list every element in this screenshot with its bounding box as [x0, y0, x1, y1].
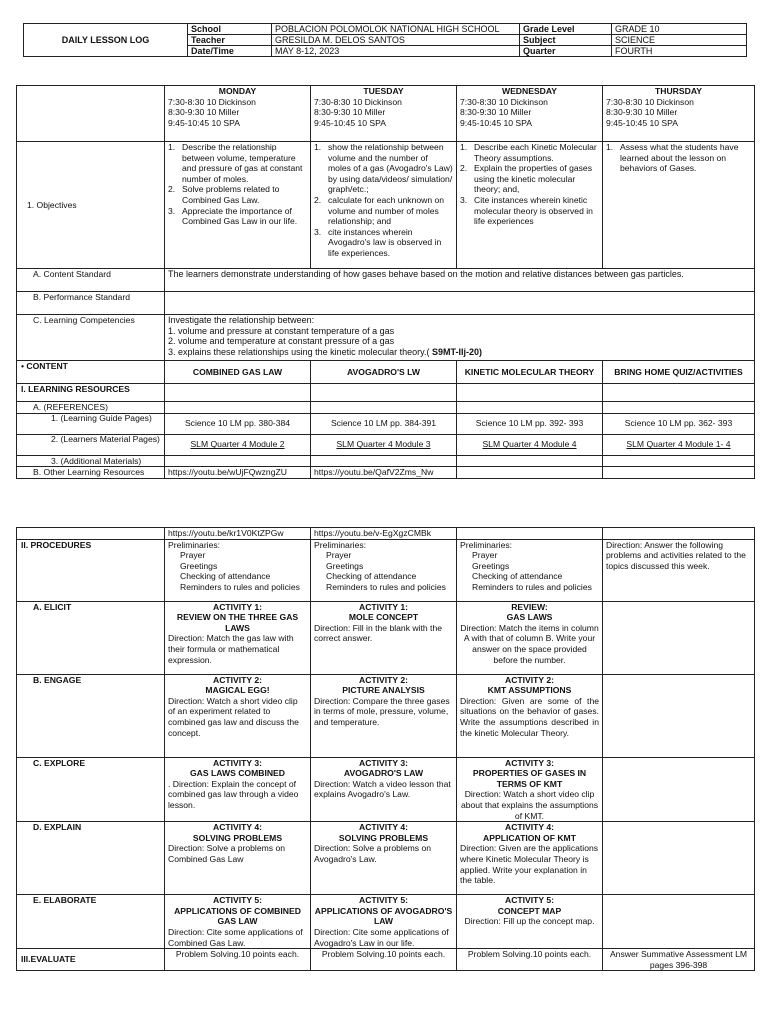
- days-row: [17, 86, 755, 142]
- day-wednesday: WEDNESDAY 7:30-8:30 10 Dickinson 8:30-9:30 10 Miller 9:45-10:45 10 SPA: [457, 86, 603, 142]
- engage-label: B. ENGAGE: [17, 674, 165, 757]
- grade-label: Grade Level: [520, 24, 612, 35]
- content-monday: COMBINED GAS LAW: [165, 361, 311, 384]
- material-thursday: SLM Quarter 4 Module 1- 4: [603, 434, 755, 455]
- content-standard-label: A. Content Standard: [17, 269, 165, 292]
- school-value: POBLACION POLOMOLOK NATIONAL HIGH SCHOOL: [272, 24, 520, 35]
- content-standard-text: The learners demonstrate understanding of how gases behave based on the motion and relative distances between gas particles.: [165, 269, 755, 292]
- competencies-text: Investigate the relationship between: 1. volume and pressure at constant temperature of a gas 2. volume and temperature at constant pressure of a gas 3. explains these relationships using the kinetic molecular theory.( S9MT-IIj-20): [165, 315, 755, 361]
- guide-monday: Science 10 LM pp. 380-384: [165, 413, 311, 434]
- performance-standard-text: [165, 292, 755, 315]
- engage-thursday: [603, 674, 755, 757]
- engage-wednesday: ACTIVITY 2: KMT ASSUMPTIONS Direction: Given are some of the situations on the behavior of gases. Write the assumptions described in the kinetic Molecular Theory.: [457, 674, 603, 757]
- elicit-row: [17, 601, 755, 674]
- grade-value: GRADE 10: [612, 24, 747, 35]
- additional-cell: [165, 455, 311, 467]
- engage-row: [17, 674, 755, 757]
- prelim-wednesday: Preliminaries: Prayer Greetings Checking of attendance Reminders to rules and policies: [457, 539, 603, 601]
- material-label: 2. (Learners Material Pages): [17, 434, 165, 455]
- content-tuesday: AVOGADRO'S LW: [311, 361, 457, 384]
- objectives-wednesday: 1. Describe each Kinetic Molecular Theory assumptions. 2. Explain the properties of gases using the kinetic molecular theory; and, 3. Cite instances wherein kinetic molecular theory is observed in life experiences: [457, 142, 603, 269]
- date-label: Date/Time: [188, 46, 272, 57]
- references-label: A. (REFERENCES): [17, 402, 165, 414]
- link-monday-2[interactable]: https://youtu.be/kr1V0KtZPGw: [165, 528, 311, 540]
- content-thursday: BRING HOME QUIZ/ACTIVITIES: [603, 361, 755, 384]
- references-cell: [311, 402, 457, 414]
- material-wednesday: SLM Quarter 4 Module 4: [457, 434, 603, 455]
- objectives-thursday: 1. Assess what the students have learned about the lesson on behaviors of Gases.: [603, 142, 755, 269]
- additional-cell: [603, 455, 755, 467]
- evaluate-row: [17, 949, 755, 971]
- guide-wednesday: Science 10 LM pp. 392- 393: [457, 413, 603, 434]
- elicit-tuesday: ACTIVITY 1: MOLE CONCEPT Direction: Fill in the blank with the correct answer.: [311, 601, 457, 674]
- elaborate-label: E. ELABORATE: [17, 895, 165, 949]
- explain-row: [17, 822, 755, 895]
- engage-monday: ACTIVITY 2: MAGICAL EGG! Direction: Watch a short video clip of an experiment related to combined gas law and discuss the concept.: [165, 674, 311, 757]
- objectives-row: [17, 142, 755, 269]
- other-link-tuesday[interactable]: https://youtu.be/QafV2Zms_Nw: [311, 467, 457, 479]
- guide-thursday: Science 10 LM pp. 362- 393: [603, 413, 755, 434]
- procedures-label: II. PROCEDURES: [17, 539, 165, 601]
- content-label: • CONTENT: [17, 361, 165, 384]
- elaborate-tuesday: ACTIVITY 5: APPLICATIONS OF AVOGADRO'S LAW Direction: Cite some applications of Avogadro's Law in our life.: [311, 895, 457, 949]
- explain-label: D. EXPLAIN: [17, 822, 165, 895]
- explain-monday: ACTIVITY 4: SOLVING PROBLEMS Direction: Solve a problems on Combined Gas Law: [165, 822, 311, 895]
- lesson-table-bottom: [16, 527, 755, 971]
- elicit-label: A. ELICIT: [17, 601, 165, 674]
- additional-cell: [311, 455, 457, 467]
- teacher-label: Teacher: [188, 35, 272, 46]
- objectives-label: 1. Objectives: [17, 142, 165, 269]
- references-cell: [165, 402, 311, 414]
- evaluate-monday: Problem Solving.10 points each.: [165, 949, 311, 971]
- resources-cell: [165, 384, 311, 402]
- explore-row: [17, 757, 755, 822]
- explain-tuesday: ACTIVITY 4: SOLVING PROBLEMS Direction: Solve a problems on Avogadro's Law.: [311, 822, 457, 895]
- links-cell: [17, 528, 165, 540]
- explain-wednesday: ACTIVITY 4: APPLICATION OF KMT Direction: Given are the applications where Kinetic Molecular Theory is applied. Write your explanation in the table.: [457, 822, 603, 895]
- quarter-value: FOURTH: [612, 46, 747, 57]
- explore-thursday: [603, 757, 755, 822]
- elaborate-monday: ACTIVITY 5: APPLICATIONS OF COMBINED GAS LAW Direction: Cite some applications of Combined Gas Law.: [165, 895, 311, 949]
- elaborate-wednesday: ACTIVITY 5: CONCEPT MAP Direction: Fill up the concept map.: [457, 895, 603, 949]
- elicit-monday: ACTIVITY 1: REVIEW ON THE THREE GAS LAWS Direction: Match the gas law with their formula or mathematical expression.: [165, 601, 311, 674]
- evaluate-tuesday: Problem Solving.10 points each.: [311, 949, 457, 971]
- content-wednesday: KINETIC MOLECULAR THEORY: [457, 361, 603, 384]
- day-monday: MONDAY 7:30-8:30 10 Dickinson 8:30-9:30 10 Miller 9:45-10:45 10 SPA: [165, 86, 311, 142]
- explore-tuesday: ACTIVITY 3: AVOGADRO'S LAW Direction: Watch a video lesson that explains Avogadro's Law.: [311, 757, 457, 822]
- evaluate-label: III.EVALUATE: [17, 949, 165, 971]
- links-cell: [457, 528, 603, 540]
- material-monday: SLM Quarter 4 Module 2: [165, 434, 311, 455]
- prelim-monday: Preliminaries: Prayer Greetings Checking of attendance Reminders to rules and policies: [165, 539, 311, 601]
- competencies-label: C. Learning Competencies: [17, 315, 165, 361]
- resources-label: I. LEARNING RESOURCES: [17, 384, 165, 402]
- link-tuesday-2[interactable]: https://youtu.be/v-EgXgzCMBk: [311, 528, 457, 540]
- explore-label: C. EXPLORE: [17, 757, 165, 822]
- doc-title: DAILY LESSON LOG: [24, 24, 188, 57]
- explore-monday: ACTIVITY 3: GAS LAWS COMBINED . Direction: Explain the concept of combined gas law through a video lesson.: [165, 757, 311, 822]
- date-value: MAY 8-12, 2023: [272, 46, 520, 57]
- explore-wednesday: ACTIVITY 3: PROPERTIES OF GASES IN TERMS OF KMT Direction: Watch a short video clip about that explains the assumptions of KMT.: [457, 757, 603, 822]
- elaborate-thursday: [603, 895, 755, 949]
- school-label: School: [188, 24, 272, 35]
- lesson-table-top: [16, 85, 755, 479]
- additional-cell: [457, 455, 603, 467]
- additional-label: 3. (Additional Materials): [17, 455, 165, 467]
- performance-standard-label: B. Performance Standard: [17, 292, 165, 315]
- header-table: [23, 23, 747, 57]
- elaborate-row: [17, 895, 755, 949]
- prelim-tuesday: Preliminaries: Prayer Greetings Checking of attendance Reminders to rules and policies: [311, 539, 457, 601]
- resources-cell: [603, 384, 755, 402]
- other-cell: [603, 467, 755, 479]
- elicit-wednesday: REVIEW: GAS LAWS Direction: Match the items in column A with that of column B. Write your answer on the space provided before the number.: [457, 601, 603, 674]
- procedures-thursday: Direction: Answer the following problems and activities related to the topics discussed this week.: [603, 539, 755, 601]
- quarter-label: Quarter: [520, 46, 612, 57]
- references-cell: [603, 402, 755, 414]
- evaluate-wednesday: Problem Solving.10 points each.: [457, 949, 603, 971]
- procedures-row: [17, 539, 755, 601]
- day-tuesday: TUESDAY 7:30-8:30 10 Dickinson 8:30-9:30 10 Miller 9:45-10:45 10 SPA: [311, 86, 457, 142]
- elicit-thursday: [603, 601, 755, 674]
- guide-label: 1. (Learning Guide Pages): [17, 413, 165, 434]
- links-cell: [603, 528, 755, 540]
- guide-tuesday: Science 10 LM pp. 384-391: [311, 413, 457, 434]
- objectives-monday: 1. Describe the relationship between volume, temperature and pressure of gas at constant number of moles. 2. Solve problems related to Combined Gas Law. 3. Appreciate the importance of Combined Gas Law in our life.: [165, 142, 311, 269]
- resources-cell: [457, 384, 603, 402]
- engage-tuesday: ACTIVITY 2: PICTURE ANALYSIS Direction: Compare the three gases in terms of mole, pressure, volume, and temperature.: [311, 674, 457, 757]
- other-resources-label: B. Other Learning Resources: [17, 467, 165, 479]
- objectives-tuesday: 1. show the relationship between volume and the number of moles of a gas (Avogadro's Law) by using data/videos/ simulation/ graph/etc.; 2. calculate for each unknown on volume and number of moles relationship; and 3. cite instances wherein Avogadro's law is observed in life experiences.: [311, 142, 457, 269]
- other-link-monday[interactable]: https://youtu.be/wUjFQwzngZU: [165, 467, 311, 479]
- subject-value: SCIENCE: [612, 35, 747, 46]
- resources-cell: [311, 384, 457, 402]
- subject-label: Subject: [520, 35, 612, 46]
- other-cell: [457, 467, 603, 479]
- material-tuesday: SLM Quarter 4 Module 3: [311, 434, 457, 455]
- day-thursday: THURSDAY 7:30-8:30 10 Dickinson 8:30-9:30 10 Miller 9:45-10:45 10 SPA: [603, 86, 755, 142]
- teacher-value: GRESILDA M. DELOS SANTOS: [272, 35, 520, 46]
- explain-thursday: [603, 822, 755, 895]
- corner-cell: [17, 86, 165, 142]
- references-cell: [457, 402, 603, 414]
- evaluate-thursday: Answer Summative Assessment LM pages 396-398: [603, 949, 755, 971]
